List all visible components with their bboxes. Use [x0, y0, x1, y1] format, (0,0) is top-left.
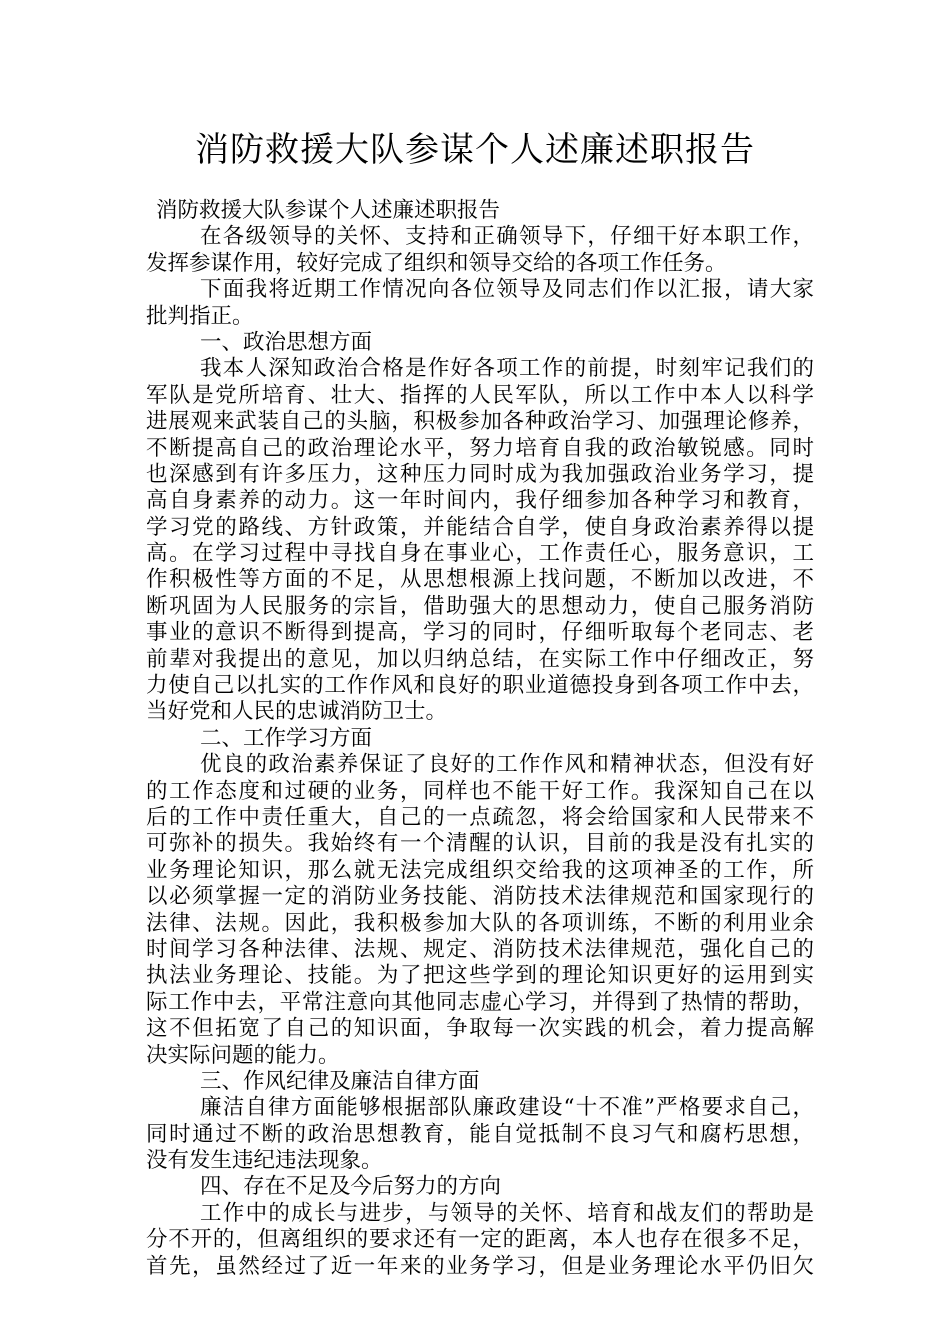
- body-line: 事业的意识不断得到提高，学习的同时，仔细听取每个老同志、老: [146, 620, 814, 646]
- body-line: 工作中的成长与进步，与领导的关怀、培育和战友们的帮助是: [200, 1200, 814, 1226]
- body-line: 决实际问题的能力。: [146, 1042, 340, 1068]
- body-line: 可弥补的损失。我始终有一个清醒的认识，目前的我是没有扎实的: [146, 831, 814, 857]
- body-line: 作积极性等方面的不足，从思想根源上找问题，不断加以改进，不: [146, 567, 814, 593]
- body-line: 军队是党所培育、壮大、指挥的人民军队，所以工作中本人以科学: [146, 382, 814, 408]
- body-line: 法律、法规。因此，我积极参加大队的各项训练，不断的利用业余: [146, 910, 814, 936]
- document-title: 消防救援大队参谋个人述廉述职报告: [195, 130, 755, 170]
- body-line: 批判指正。: [146, 303, 254, 329]
- body-line: 高。在学习过程中寻找自身在事业心，工作责任心，服务意识，工: [146, 541, 814, 567]
- body-line: 前辈对我提出的意见，加以归纳总结，在实际工作中仔细改正，努: [146, 646, 814, 672]
- section-heading: 一、政治思想方面: [200, 329, 373, 355]
- body-line: 学习党的路线、方针政策，并能结合自学，使自身政治素养得以提: [146, 514, 814, 540]
- section-heading: 三、作风纪律及廉洁自律方面: [200, 1068, 480, 1094]
- body-line: 我本人深知政治合格是作好各项工作的前提，时刻牢记我们的: [200, 356, 814, 382]
- body-line: 分不开的，但离组织的要求还有一定的距离，本人也存在很多不足，: [146, 1227, 814, 1253]
- body-line: 下面我将近期工作情况向各位领导及同志们作以汇报，请大家: [200, 277, 814, 303]
- body-line: 首先，虽然经过了近一年来的业务学习，但是业务理论水平仍旧欠: [146, 1253, 814, 1279]
- body-line: 高自身素养的动力。这一年时间内，我仔细参加各种学习和教育，: [146, 488, 814, 514]
- body-line: 时间学习各种法律、法规、规定、消防技术法律规范，强化自己的: [146, 936, 814, 962]
- body-line: 发挥参谋作用，较好完成了组织和领导交给的各项工作任务。: [146, 250, 727, 276]
- body-line: 后的工作中责任重大，自己的一点疏忽，将会给国家和人民带来不: [146, 804, 814, 830]
- body-line: 廉洁自律方面能够根据部队廉政建设“十不准”严格要求自己，: [200, 1095, 814, 1121]
- body-line: 当好党和人民的忠诚消防卫士。: [146, 699, 448, 725]
- body-line: 也深感到有许多压力，这种压力同时成为我加强政治业务学习，提: [146, 461, 814, 487]
- body-line: 力使自己以扎实的工作作风和良好的职业道德投身到各项工作中去，: [146, 673, 814, 699]
- body-line: 际工作中去，平常注意向其他同志虚心学习，并得到了热情的帮助，: [146, 989, 814, 1015]
- body-line: 的工作态度和过硬的业务，同样也不能干好工作。我深知自己在以: [146, 778, 814, 804]
- body-line: 同时通过不断的政治思想教育，能自觉抵制不良习气和腐朽思想，: [146, 1121, 814, 1147]
- body-line: 执法业务理论、技能。为了把这些学到的理论知识更好的运用到实: [146, 963, 814, 989]
- body-line: 优良的政治素养保证了良好的工作作风和精神状态，但没有好: [200, 752, 814, 778]
- body-line: 以必须掌握一定的消防业务技能、消防技术法律规范和国家现行的: [146, 884, 814, 910]
- section-heading: 四、存在不足及今后努力的方向: [200, 1174, 502, 1200]
- body-line: 这不但拓宽了自己的知识面，争取每一次实践的机会，着力提高解: [146, 1016, 814, 1042]
- body-line: 消防救援大队参谋个人述廉述职报告: [156, 198, 501, 223]
- body-line: 断巩固为人民服务的宗旨，借助强大的思想动力，使自己服务消防: [146, 593, 814, 619]
- body-line: 在各级领导的关怀、支持和正确领导下，仔细干好本职工作，: [200, 224, 814, 250]
- body-line: 业务理论知识，那么就无法完成组织交给我的这项神圣的工作，所: [146, 857, 814, 883]
- body-line: 没有发生违纪违法现象。: [146, 1148, 383, 1174]
- section-heading: 二、工作学习方面: [200, 725, 373, 751]
- body-line: 不断提高自己的政治理论水平，努力培育自我的政治敏锐感。同时: [146, 435, 814, 461]
- body-line: 进展观来武装自己的头脑，积极参加各种政治学习、加强理论修养，: [146, 409, 814, 435]
- document-body: [146, 198, 814, 1280]
